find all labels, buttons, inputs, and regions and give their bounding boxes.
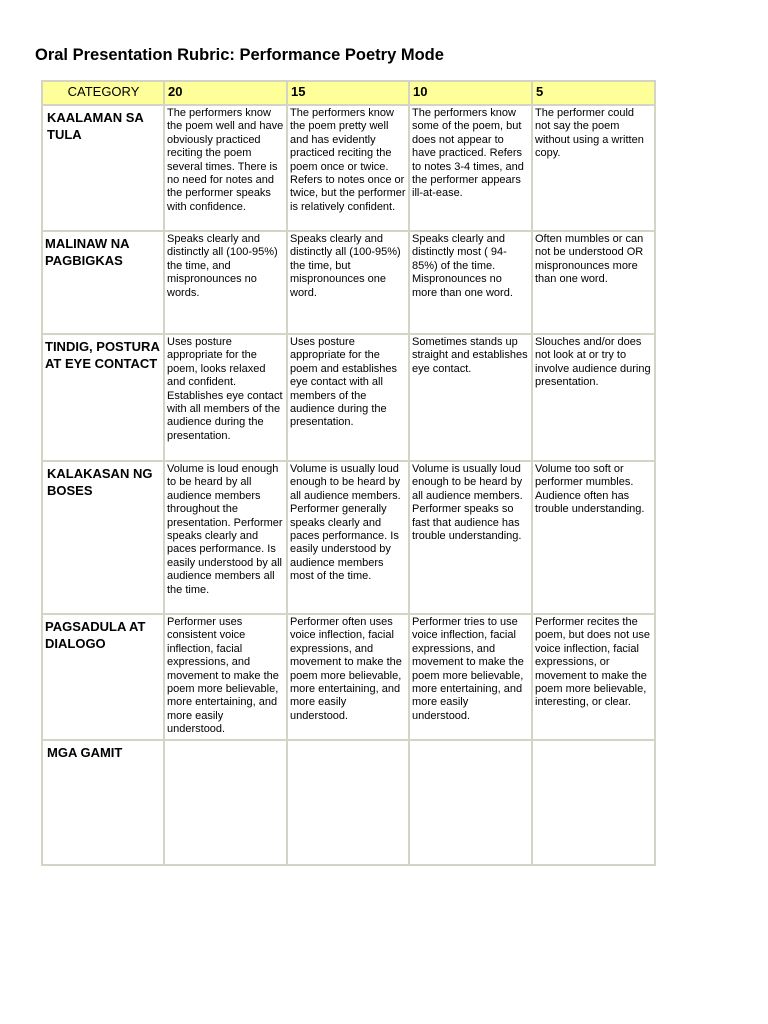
criterion-cell: Speaks clearly and distinctly most ( 94-85%) of the time. Mispronounces no more than one word. xyxy=(409,231,532,334)
score-header-20: 20 xyxy=(164,81,287,105)
criterion-cell: Uses posture appropriate for the poem and establishes eye contact with all members of the audience during the presentation. xyxy=(287,334,409,461)
criterion-cell xyxy=(287,740,409,865)
score-header-15: 15 xyxy=(287,81,409,105)
page-title: Oral Presentation Rubric: Performance Poetry Mode xyxy=(35,46,444,64)
criterion-cell: Volume too soft or performer mumbles. Audience often has trouble understanding. xyxy=(532,461,655,614)
criterion-cell: Volume is usually loud enough to be heard by all audience members. Performer speaks so fast that audience has trouble understanding. xyxy=(409,461,532,614)
rubric-row-kaalaman xyxy=(42,105,655,231)
rubric-table xyxy=(41,80,656,866)
rubric-row-pagsadula xyxy=(42,614,655,740)
category-header: CATEGORY xyxy=(42,81,164,105)
criterion-cell xyxy=(164,740,287,865)
criterion-cell: The performers know the poem pretty well and has evidently practiced reciting the poem once or twice. Refers to notes once or twice, but the performer is relatively confident. xyxy=(287,105,409,231)
criterion-cell: Performer recites the poem, but does not use voice inflection, facial expressions, or movement to make the poem more believable, interesting, or clear. xyxy=(532,614,655,740)
score-header-5: 5 xyxy=(532,81,655,105)
category-cell: TINDIG, POSTURA AT EYE CONTACT xyxy=(42,334,164,461)
category-cell: MGA GAMIT xyxy=(42,740,164,865)
criterion-cell: The performers know the poem well and have obviously practiced reciting the poem several times. There is no need for notes and the performer speaks with confidence. xyxy=(164,105,287,231)
rubric-row-malinaw xyxy=(42,231,655,334)
criterion-cell: Volume is loud enough to be heard by all audience members throughout the presentation. Performer speaks clearly and paces performance. Is easily understood by all audience members all the time. xyxy=(164,461,287,614)
category-cell: PAGSADULA AT DIALOGO xyxy=(42,614,164,740)
score-header-10: 10 xyxy=(409,81,532,105)
rubric-row-mga-gamit xyxy=(42,740,655,865)
category-cell: MALINAW NA PAGBIGKAS xyxy=(42,231,164,334)
header-row xyxy=(42,81,655,105)
criterion-cell xyxy=(532,740,655,865)
criterion-cell: The performers know some of the poem, but does not appear to have practiced. Refers to notes 3-4 times, and the performer appears ill-at-ease. xyxy=(409,105,532,231)
criterion-cell: Often mumbles or can not be understood OR mispronounces more than one word. xyxy=(532,231,655,334)
criterion-cell: Performer tries to use voice inflection, facial expressions, and movement to make the poem more believable, more entertaining, and more easily understood. xyxy=(409,614,532,740)
criterion-cell xyxy=(409,740,532,865)
criterion-cell: Performer often uses voice inflection, facial expressions, and movement to make the poem more believable, more entertaining, and more easily understood. xyxy=(287,614,409,740)
criterion-cell: Slouches and/or does not look at or try to involve audience during presentation. xyxy=(532,334,655,461)
criterion-cell: Performer uses consistent voice inflection, facial expressions, and movement to make the poem more believable, more entertaining, and more easily understood. xyxy=(164,614,287,740)
criterion-cell: Uses posture appropriate for the poem, looks relaxed and confident. Establishes eye contact with all members of the audience during the presentation. xyxy=(164,334,287,461)
criterion-cell: Speaks clearly and distinctly all (100-95%) the time, and mispronounces no words. xyxy=(164,231,287,334)
rubric-row-tindig xyxy=(42,334,655,461)
category-cell: KAALAMAN SA TULA xyxy=(42,105,164,231)
criterion-cell: Speaks clearly and distinctly all (100-95%) the time, but mispronounces one word. xyxy=(287,231,409,334)
criterion-cell: Sometimes stands up straight and establishes eye contact. xyxy=(409,334,532,461)
criterion-cell: The performer could not say the poem without using a written copy. xyxy=(532,105,655,231)
criterion-cell: Volume is usually loud enough to be heard by all audience members. Performer generally speaks clearly and paces performance. Is easily understood by audience members most of the time. xyxy=(287,461,409,614)
rubric-row-kalakasan xyxy=(42,461,655,614)
category-cell: KALAKASAN NG BOSES xyxy=(42,461,164,614)
